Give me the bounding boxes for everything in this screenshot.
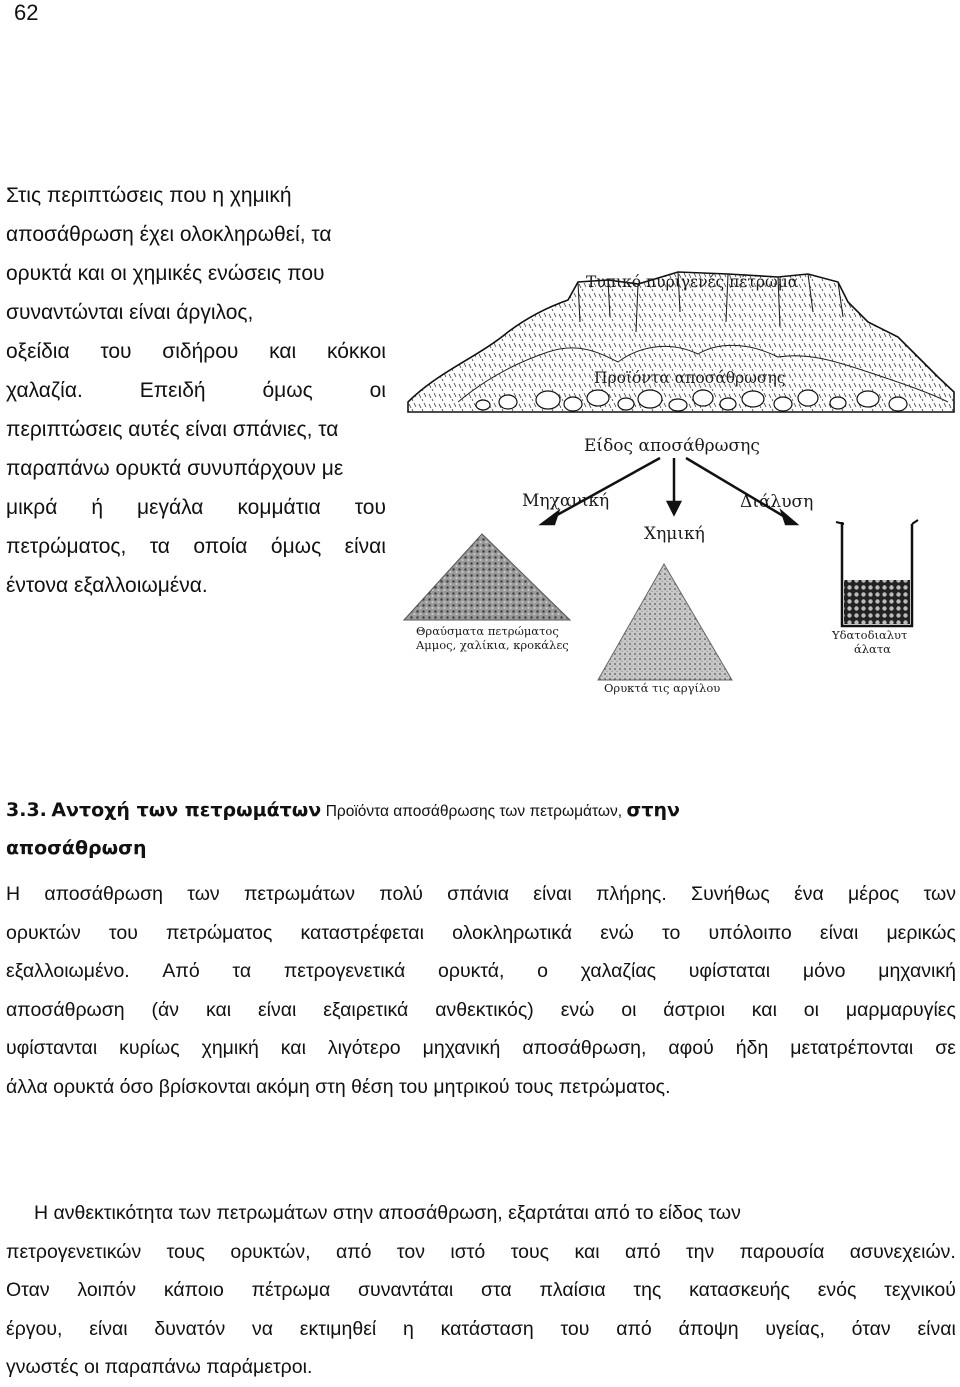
section-title-small: Προϊόντα αποσάθρωσης των πετρωμάτων,: [325, 803, 623, 820]
intro-line: περιπτώσεις αυτές είναι σπάνιες, τα: [6, 418, 339, 441]
intro-paragraph: [6, 176, 386, 605]
intro-line: ορυκτά και οι χημικές ενώσεις που: [6, 262, 325, 285]
paragraph-line: πετρογενετικών τους ορυκτών, από τον ιστό τους και από την παρουσία ασυνεχειών.: [6, 1240, 956, 1263]
fig-label-fragments-2: Αμμος, χαλίκια, κροκάλες: [416, 638, 569, 652]
section-title-bold: Αντοχή των πετρωμάτων: [51, 799, 322, 821]
fig-label-salts-1: Υδατοδιαλυτ: [832, 628, 908, 642]
intro-line: αποσάθρωση έχει ολοκληρωθεί, τα: [6, 223, 332, 246]
intro-line: πετρώματος, τα οποία όμως είναι: [6, 535, 386, 558]
section-title-bold-2: στην: [626, 799, 680, 821]
paragraph-line: εξαλλοιωμένο. Από τα πετρογενετικά ορυκτά, ο χαλαζίας υφίσταται μόνο μηχανική: [6, 960, 956, 983]
page-number: 62: [14, 0, 39, 25]
paragraph-line: έργου, είναι δυνατόν να εκτιμηθεί η κατάσταση του από άποψη υγείας, όταν είναι: [6, 1317, 956, 1340]
paragraph-line: αποσάθρωση (άν και είναι εξαιρετικά ανθεκτικός) ενώ οι άστριοι και οι μαρμαρυγίες: [6, 998, 956, 1021]
fig-label-chemical: Χημική: [644, 524, 705, 544]
paragraph-line: Η ανθεκτικότητα των πετρωμάτων στην αποσάθρωση, εξαρτάται από το είδος των: [34, 1202, 741, 1224]
paragraph-line: Η αποσάθρωση των πετρωμάτων πολύ σπάνια είναι πλήρης. Συνήθως ένα μέρος των: [6, 883, 956, 905]
paragraph-1: [6, 875, 956, 1107]
section-heading: [6, 790, 956, 866]
rock-outcrop-illustration: [408, 272, 954, 412]
paragraph-line: γνωστές οι παραπάνω παράμετροι.: [6, 1356, 313, 1379]
fig-label-mechanical: Μηχανική: [522, 491, 610, 511]
paragraph-2: [6, 1194, 956, 1387]
fig-label-dissolution: Διάλυση: [740, 492, 814, 512]
fig-label-fragments-1: Θραύσματα πετρώματος: [416, 624, 559, 638]
intro-line: Στις περιπτώσεις που η χημική: [6, 184, 292, 207]
paragraph-line: υφίστανται κυρίως χημική και λιγότερο μηχανική αποσάθρωση, αφού ήδη μετατρέπονται σε: [6, 1037, 956, 1060]
intro-line: χαλαζία. Επειδή όμως οι: [6, 379, 386, 402]
fig-label-clay: Ορυκτά τις αργίλου: [604, 681, 721, 695]
section-number: 3.3.: [6, 799, 47, 821]
gravel-pile-illustration: [404, 534, 570, 620]
fig-label-products: Προϊόντα αποσάθρωσης: [594, 369, 786, 387]
beaker-illustration: [836, 520, 918, 626]
intro-line: μικρά ή μεγάλα κομμάτια του: [6, 496, 386, 519]
intro-line: οξείδια του σιδήρου και κόκκοι: [6, 340, 386, 363]
fig-label-typical-rock: Τυπικό πυριγενές πέτρωμα: [586, 273, 799, 291]
paragraph-line: ορυκτών του πετρώματος καταστρέφεται ολοκληρωτικά ενώ το υπόλοιπο είναι μερικώς: [6, 921, 956, 944]
paragraph-line: άλλα ορυκτά όσο βρίσκονται ακόμη στη θέση του μητρικού τους πετρώματος.: [6, 1075, 671, 1098]
fig-label-salts-2: άλατα: [854, 642, 891, 656]
paragraph-line: Οταν λοιπόν κάποιο πέτρωμα συναντάται στα πλαίσια της κατασκευής ενός τεχνικού: [6, 1279, 956, 1302]
intro-line: έντονα εξαλλοιωμένα.: [6, 574, 208, 597]
clay-pile-illustration: [598, 564, 732, 680]
intro-line: παραπάνω ορυκτά συνυπάρχουν με: [6, 457, 344, 480]
intro-line: συναντώνται είναι άργιλος,: [6, 301, 254, 324]
fig-label-weathering-type: Είδος αποσάθρωσης: [584, 436, 760, 456]
section-title-bold-3: αποσάθρωση: [6, 837, 147, 859]
weathering-diagram: [398, 262, 960, 702]
